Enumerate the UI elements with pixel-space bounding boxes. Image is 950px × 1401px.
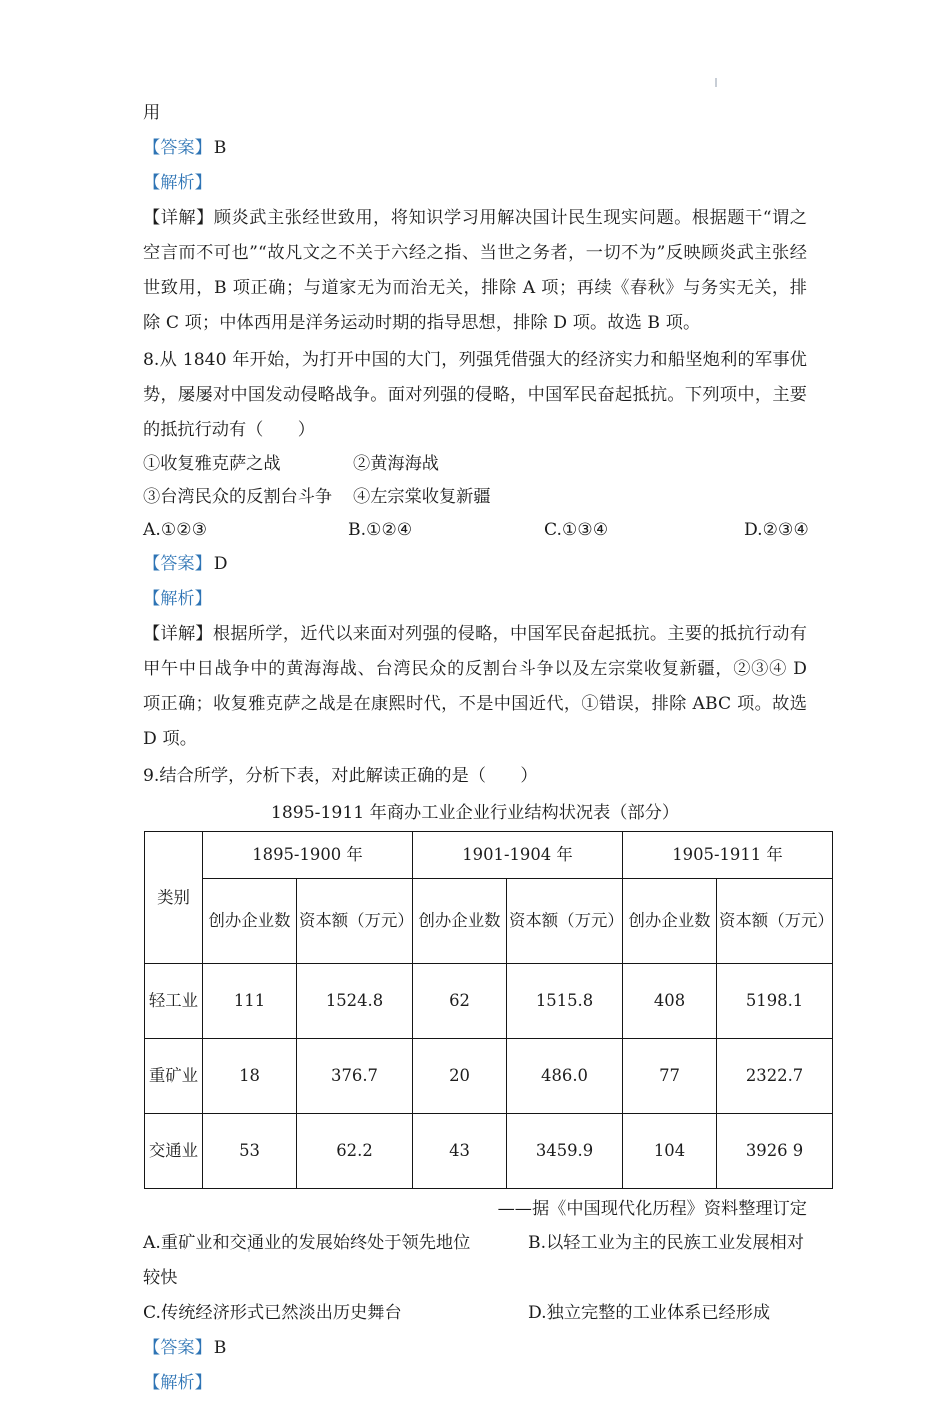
q8-answer-label: 【答案】 [143, 554, 212, 574]
table-cell: 1515.8 [507, 964, 623, 1039]
q9-option-c-key: C. [143, 1303, 162, 1323]
q8-subitems-row-1 [143, 448, 807, 481]
q9-option-a-text: 重矿业和交通业的发展始终处于领先地位 [160, 1233, 471, 1253]
q9-analysis-label: 【解析】 [143, 1373, 212, 1393]
q7-carryover-text: 用 [143, 103, 161, 123]
table-cell: 376.7 [297, 1039, 413, 1114]
q8-option-a[interactable] [143, 514, 348, 547]
q8-option-c-key: C. [544, 520, 563, 540]
table-cell: 20 [413, 1039, 507, 1114]
q7-analysis-line [143, 166, 807, 201]
table-title: 1895-1911 年商办工业企业行业结构状况表（部分） [270, 803, 680, 823]
table-corner-header: 类别 [145, 832, 203, 964]
q9-answer-label: 【答案】 [143, 1338, 212, 1358]
q8-answer-value: D [213, 554, 228, 574]
q9-option-b-continuation: 较快 [143, 1268, 178, 1288]
q8-subitem-4-text: 左宗棠收复新疆 [370, 487, 491, 507]
table-period-header-1: 1895-1900 年 [203, 832, 413, 879]
table-cell: 104 [623, 1114, 717, 1189]
q8-stem [143, 343, 807, 448]
table-cell: 5198.1 [717, 964, 833, 1039]
q8-subitem-4-marker: ④ [353, 487, 371, 507]
table-cell: 62.2 [297, 1114, 413, 1189]
q8-options-row [143, 514, 807, 547]
table-subheader-count-3: 创办企业数 [623, 879, 717, 964]
q8-option-a-text: ①②③ [160, 520, 208, 540]
q7-analysis-label: 【解析】 [143, 173, 212, 193]
table-cell: 62 [413, 964, 507, 1039]
q8-analysis-line [143, 582, 807, 617]
table-row [145, 1114, 833, 1189]
table-period-header-2: 1901-1904 年 [413, 832, 623, 879]
table-row-label-transport: 交通业 [145, 1114, 203, 1189]
q7-answer-line [143, 131, 807, 166]
q7-answer-label: 【答案】 [143, 138, 212, 158]
table-source-note: ——据《中国现代化历程》资料整理订定 [497, 1199, 807, 1219]
q8-subitems-row-2 [143, 481, 807, 514]
q8-option-d-text: ②③④ [762, 520, 809, 540]
q9-answer-line [143, 1331, 807, 1366]
q8-subitem-4 [353, 487, 491, 507]
q9-stem-text: 结合所学，分析下表，对此解读正确的是（ ） [159, 766, 538, 786]
q9-option-c-text: 传统经济形式已然淡出历史舞台 [161, 1303, 402, 1323]
table-row-label-heavy-mining: 重矿业 [145, 1039, 203, 1114]
q8-subitem-1 [143, 448, 353, 481]
q8-stem-text: 从 1840 年开始，为打开中国的大门，列强凭借强大的经济实力和船坚炮利的军事优势，屡屡对中国发动侵略战争。面对列强的侵略，中国军民奋起抵抗。下列项中，主要的抵抗行动有（ ） [143, 350, 807, 440]
q8-detail-label: 【详解】 [143, 624, 213, 644]
q9-option-b-key: B. [528, 1233, 547, 1253]
table-cell: 3926 9 [717, 1114, 833, 1189]
q9-option-b-text: 以轻工业为主的民族工业发展相对 [546, 1233, 804, 1253]
q8-option-a-key: A. [143, 520, 161, 540]
q8-option-b[interactable] [348, 514, 544, 547]
table-header-row-periods [145, 832, 833, 879]
table-cell: 486.0 [507, 1039, 623, 1114]
q9-option-d-text: 独立完整的工业体系已经形成 [546, 1303, 771, 1323]
q9-option-c[interactable] [143, 1296, 528, 1331]
table-subheader-capital-2: 资本额（万元） [507, 879, 623, 964]
table-header-row-subheaders [145, 879, 833, 964]
q8-subitem-1-marker: ① [143, 454, 161, 474]
table-cell: 2322.7 [717, 1039, 833, 1114]
table-row [145, 1039, 833, 1114]
q8-number: 8. [143, 350, 160, 370]
industry-structure-table [144, 831, 833, 1189]
q8-subitem-2 [353, 454, 439, 474]
table-subheader-count-2: 创办企业数 [413, 879, 507, 964]
q8-option-c-text: ①③④ [562, 520, 609, 540]
q8-option-c[interactable] [544, 514, 744, 547]
table-cell: 111 [203, 964, 297, 1039]
q7-detail-label: 【详解】 [143, 208, 214, 228]
q9-options-row-1 [143, 1226, 807, 1261]
table-cell: 18 [203, 1039, 297, 1114]
q8-option-b-text: ①②④ [366, 520, 413, 540]
q7-detail-paragraph [143, 201, 807, 341]
q8-option-d[interactable] [744, 514, 809, 547]
q9-analysis-line [143, 1366, 807, 1401]
q9-option-d[interactable] [528, 1296, 807, 1331]
table-cell: 53 [203, 1114, 297, 1189]
table-row-label-light-industry: 轻工业 [145, 964, 203, 1039]
q8-analysis-label: 【解析】 [143, 589, 212, 609]
table-period-header-3: 1905-1911 年 [623, 832, 833, 879]
q8-detail-paragraph [143, 617, 807, 757]
page-content [143, 96, 834, 1401]
table-cell: 3459.9 [507, 1114, 623, 1189]
q9-options [143, 1226, 807, 1331]
scan-artifact-top [715, 78, 717, 87]
q8-answer-line [143, 547, 807, 582]
q8-subitem-3 [143, 481, 353, 514]
table-cell: 43 [413, 1114, 507, 1189]
q7-detail-text: 顾炎武主张经世致用，将知识学习用解决国计民生现实问题。根据题干“谓之空言而不可也”“故凡文之不关于六经之指、当世之务者，一切不为”反映顾炎武主张经世致用，B 项正确；与道家无为而治无关，排除 A 项；再续《春秋》与务实无关，排除 C 项；中体西用是洋务运动时期的指导思想，排除 D 项。故选 B 项。 [143, 208, 807, 333]
table-subheader-count-1: 创办企业数 [203, 879, 297, 964]
q9-option-a[interactable] [143, 1226, 528, 1261]
q9-option-b[interactable] [528, 1226, 807, 1261]
table-cell: 77 [623, 1039, 717, 1114]
q8-option-d-key: D. [744, 520, 763, 540]
table-row [145, 964, 833, 1039]
q8-subitem-2-text: 黄海海战 [370, 454, 439, 474]
q8-option-b-key: B. [348, 520, 367, 540]
q9-options-row-2 [143, 1296, 807, 1331]
table-subheader-capital-3: 资本额（万元） [717, 879, 833, 964]
q8-subitem-3-marker: ③ [143, 487, 161, 507]
q9-stem [143, 759, 807, 794]
q8-subitem-1-text: 收复雅克萨之战 [160, 454, 281, 474]
q9-number: 9. [143, 766, 160, 786]
q8-subitem-3-text: 台湾民众的反割台斗争 [160, 487, 333, 507]
table-cell: 408 [623, 964, 717, 1039]
q8-subitem-2-marker: ② [353, 454, 371, 474]
table-subheader-capital-1: 资本额（万元） [297, 879, 413, 964]
q7-answer-value: B [213, 138, 227, 158]
q9-option-d-key: D. [528, 1303, 547, 1323]
q9-option-a-key: A. [143, 1233, 161, 1253]
q8-detail-text: 根据所学，近代以来面对列强的侵略，中国军民奋起抵抗。主要的抵抗行动有甲午中日战争中的黄海海战、台湾民众的反割台斗争以及左宗棠收复新疆，②③④ D 项正确；收复雅克萨之战是在康熙时代，不是中国近代，①错误，排除 ABC 项。故选 D 项。 [143, 624, 807, 749]
q9-answer-value: B [213, 1338, 227, 1358]
table-cell: 1524.8 [297, 964, 413, 1039]
